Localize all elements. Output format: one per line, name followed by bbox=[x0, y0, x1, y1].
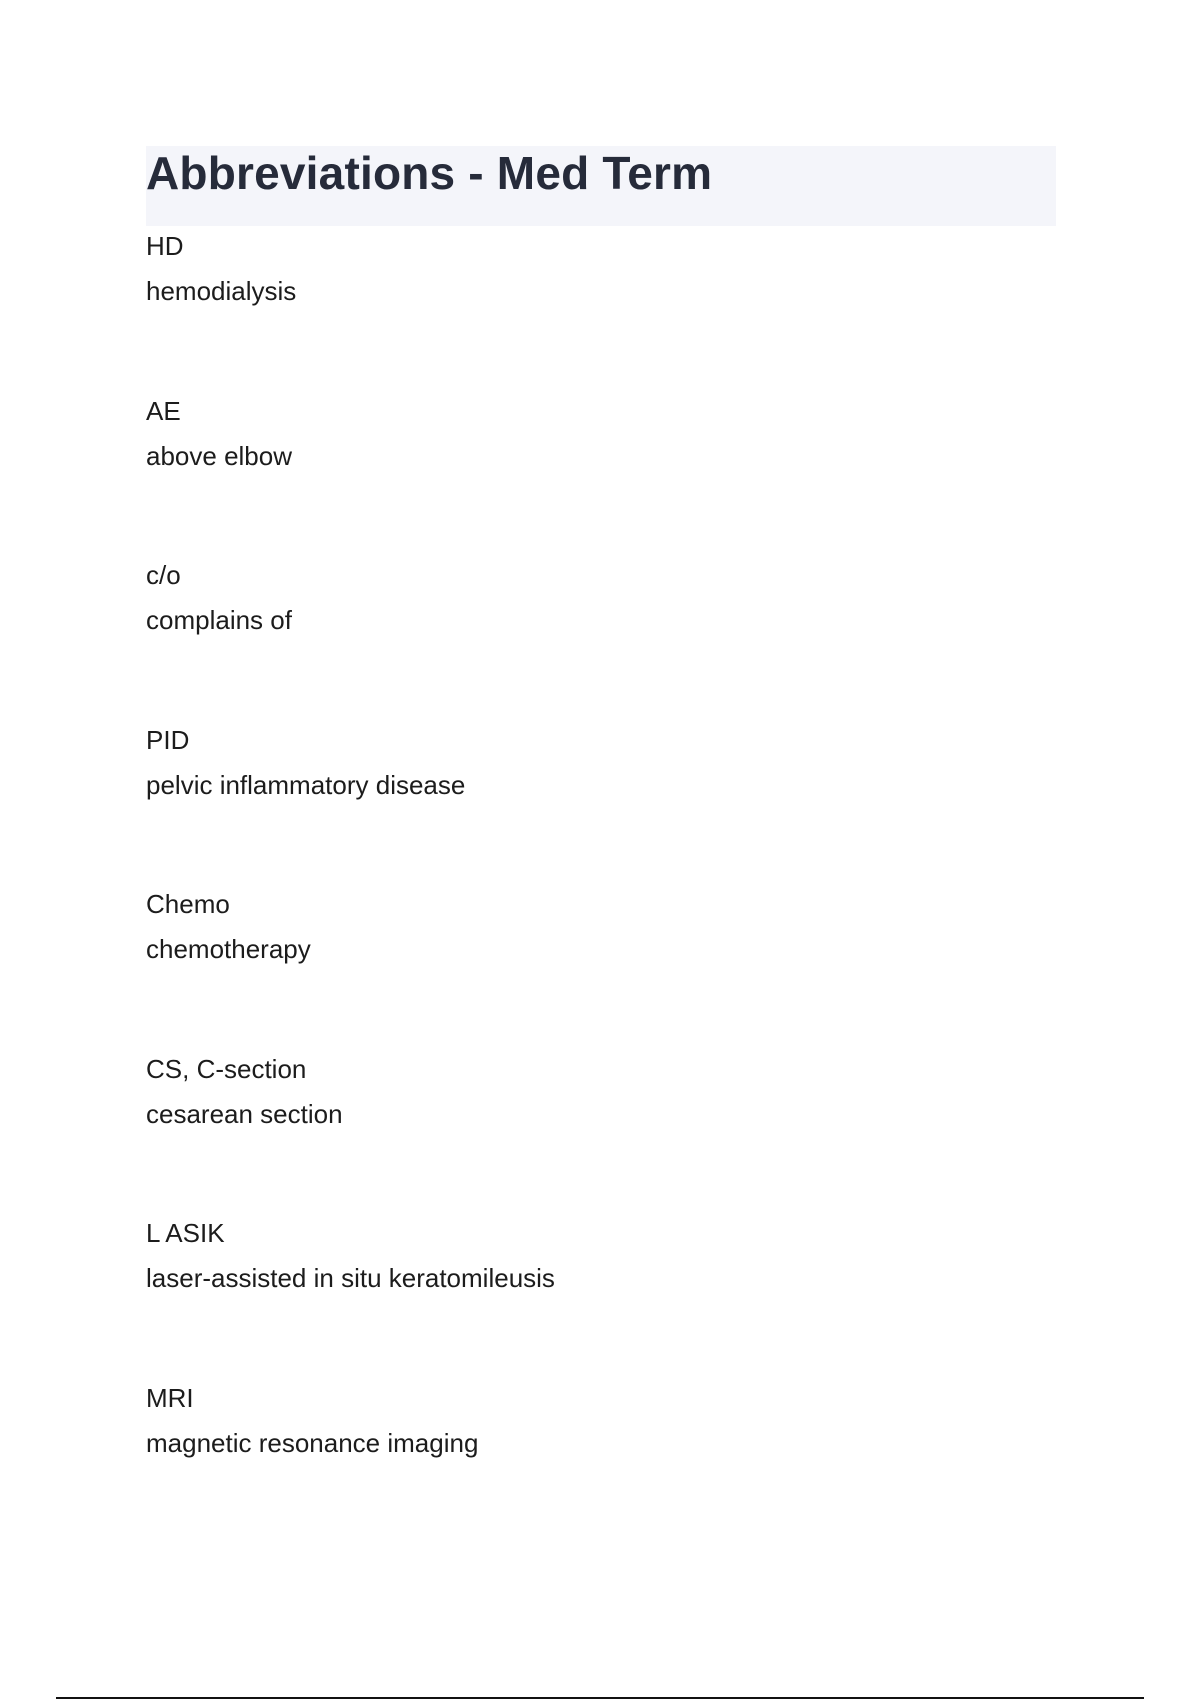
abbreviation-definition: magnetic resonance imaging bbox=[146, 1427, 479, 1458]
abbreviation-term: MRI bbox=[146, 1382, 194, 1413]
abbreviation-definition: above elbow bbox=[146, 440, 292, 471]
list-item bbox=[146, 1376, 1046, 1541]
abbreviation-term: Chemo bbox=[146, 889, 230, 919]
footer-divider bbox=[56, 1697, 1144, 1699]
abbreviation-list bbox=[146, 224, 1046, 1540]
abbreviation-definition: cesarean section bbox=[146, 1098, 343, 1129]
list-item bbox=[146, 1211, 1046, 1376]
abbreviation-term: HD bbox=[146, 231, 184, 261]
abbreviation-term: L ASIK bbox=[146, 1218, 225, 1248]
abbreviation-term: AE bbox=[146, 395, 181, 426]
abbreviation-term: c/o bbox=[146, 560, 181, 590]
list-item bbox=[146, 1047, 1046, 1212]
abbreviation-term: PID bbox=[146, 724, 190, 755]
abbreviation-definition: chemotherapy bbox=[146, 934, 311, 964]
abbreviation-term: CS, C-section bbox=[146, 1053, 307, 1084]
page-title: Abbreviations - Med Term bbox=[146, 147, 713, 199]
abbreviation-definition: pelvic inflammatory disease bbox=[146, 769, 466, 800]
list-item bbox=[146, 553, 1046, 718]
list-item bbox=[146, 718, 1046, 883]
list-item bbox=[146, 389, 1046, 554]
list-item bbox=[146, 882, 1046, 1047]
list-item bbox=[146, 224, 1046, 389]
abbreviation-definition: complains of bbox=[146, 605, 292, 635]
abbreviation-definition: hemodialysis bbox=[146, 276, 297, 306]
abbreviation-definition: laser-assisted in situ keratomileusis bbox=[146, 1263, 555, 1293]
